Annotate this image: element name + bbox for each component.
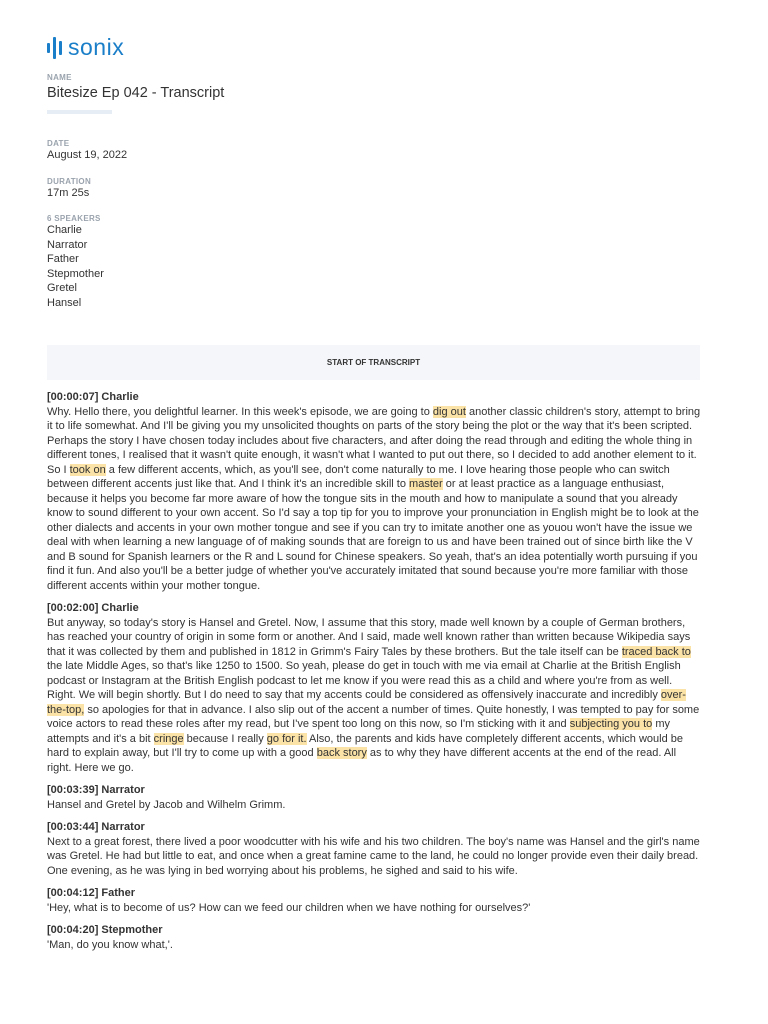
segment-speaker: Charlie (101, 602, 139, 614)
segment-timestamp: [00:03:39] (47, 784, 99, 796)
transcript-body (47, 390, 702, 960)
speaker-item: Stepmother (47, 267, 104, 280)
segment-speaker: Charlie (101, 391, 139, 403)
transcript-segment (47, 886, 702, 915)
duration-value: 17m 25s (47, 187, 90, 199)
segment-timestamp: [00:03:44] (47, 821, 99, 833)
text-run: 'Man, do you know what,'. (47, 938, 173, 951)
title-underline (47, 110, 112, 114)
segment-text (47, 798, 702, 813)
transcript-title: Bitesize Ep 042 - Transcript (47, 85, 225, 101)
text-run: a few different accents, which, as you'll see, don't come naturally to me. I love hearing those people who can switch between different accents just like that. And I think it's an incredible skill to (47, 463, 670, 490)
transcript-segment (47, 820, 702, 878)
speaker-item: Narrator (47, 238, 88, 251)
text-run: as to why they have different accents at the end of the read. All right. Here we go. (47, 747, 677, 774)
highlighted-phrase: go for it. (266, 732, 307, 745)
segment-speaker: Narrator (101, 821, 145, 833)
segment-text (47, 616, 702, 776)
speaker-item: Gretel (47, 282, 77, 294)
text-run: Hansel and Gretel by Jacob and Wilhelm Grimm. (47, 798, 286, 811)
segment-header (47, 390, 702, 405)
text-run: 'Hey, what is to become of us? How can we feed our children when we have nothing for ourselves?' (47, 901, 531, 914)
start-of-transcript-banner (47, 345, 700, 380)
highlighted-phrase: back story (316, 747, 367, 759)
segment-speaker: Narrator (101, 784, 145, 796)
segment-header (47, 783, 702, 798)
highlighted-phrase: master (409, 478, 443, 490)
highlighted-phrase: subjecting you to (569, 718, 653, 730)
text-run: or at least practice as a language enthusiast, because it helps you become far more aware of how the tongue sits in the mouth and how to manipulate a sound that you already know to sound different to your own accent. So I'd say a top tip for you to improve your pronunciation in English might be to look at the other dialects and accents in your own mother tongue and see if you can try to imitate another one as youou won't have the issue we deal with when learning a new language of of making sounds that are foreign to us and have been trained out of since birth like the V and B sound for Spanish learners or the R and L sound for Chinese speakers. So yeah, that's an idea potentially worth pursuing if you find it fun. And also you'll be a better judge of whether you've accurately imitated that sound because you're more familiar with those different accents within your mother tongue. (47, 478, 699, 592)
segment-timestamp: [00:04:12] (47, 887, 99, 899)
sonix-logo (47, 34, 124, 61)
text-run: Next to a great forest, there lived a poor woodcutter with his wife and his two children. The boy's name was Hansel and the girl's name was Gretel. He had but little to eat, and once when a great famine came to the land, he could no longer provide even their daily bread. One evening, as he was lying in bed worrying about his problems, he sighed and said to his wife. (47, 835, 700, 877)
speaker-list (47, 223, 104, 310)
date-label: DATE (47, 139, 70, 148)
speakers-label: 6 SPEAKERS (47, 214, 101, 223)
start-of-transcript-label: START OF TRANSCRIPT (326, 358, 421, 367)
segment-timestamp: [00:02:00] (47, 602, 99, 614)
transcript-segment (47, 783, 702, 812)
highlighted-phrase: cringe (153, 732, 184, 745)
segment-text (47, 835, 702, 879)
speaker-item: Father (47, 253, 79, 265)
date-value: August 19, 2022 (47, 149, 128, 161)
date-section (47, 139, 127, 163)
duration-label: DURATION (47, 177, 92, 186)
duration-section (47, 177, 91, 201)
text-run: my attempts and it's a bit (47, 718, 670, 745)
transcript-segment (47, 601, 702, 775)
brand-name: sonix (68, 34, 125, 60)
name-section (47, 73, 224, 114)
highlighted-phrase: traced back to (621, 645, 691, 658)
highlighted-phrase: took on (69, 463, 106, 476)
text-run: Also, the parents and kids have completely different accents, which would be hard to explain away, but I'll try to come up with a good (47, 732, 683, 759)
text-run: because I really (183, 732, 267, 745)
segment-text (47, 938, 702, 953)
segment-header (47, 820, 702, 835)
segment-header (47, 923, 702, 938)
highlighted-phrase: dig out (432, 405, 466, 418)
speakers-section (47, 214, 104, 310)
transcript-segment (47, 390, 702, 593)
speaker-item: Hansel (47, 296, 82, 309)
text-run: But anyway, so today's story is Hansel and Gretel. Now, I assume that this story, made well known by a couple of German brothers, has reached your country of origin in some form or another. And I said, made well known rather than written because Wikipedia says that it was collected by them and published in 1812 in Grimm's Fairy Tales by these brothers. But the tale itself can be (47, 616, 691, 658)
text-run: so apologies for that in advance. I also slip out of the accent a number of times. Quite honestly, I was tempted to pay for some voice actors to read these roles after my read, but I've spent too long on this now, so I'm sticking with it and (47, 703, 700, 730)
segment-speaker: Stepmother (101, 924, 163, 936)
waveform-icon (47, 37, 62, 59)
text-run: the late Middle Ages, so that's like 1250 to 1500. So yeah, please do get in touch with me via email at Charlie at the British English podcast or Instagram at the British English podcast to let me know if you were read this as a child and where you're from as well. Right. We will begin shortly. But I do need to say that my accents could be considered as offensively inaccurate and incredibly (47, 660, 681, 701)
segment-speaker: Father (101, 887, 136, 899)
segment-timestamp: [00:00:07] (47, 391, 99, 403)
segment-text (47, 405, 702, 594)
speaker-item: Charlie (47, 224, 82, 236)
highlighted-phrase: over-the-top, (47, 689, 686, 716)
segment-header (47, 601, 702, 616)
segment-timestamp: [00:04:20] (47, 924, 99, 936)
segment-text (47, 901, 702, 916)
text-run: another classic children's story, attempt to bring it to life somewhat. And I'll be giving you my unsolicited thoughts on parts of the story being the plot or the way that it's been scripted. Perhaps the story I have chosen today includes about five characters, and after doing the read through and editing the whole thing in different tones, I realised that it wasn't quite enough, it wasn't what I wanted to put out there, so I decided to add another element to it. So I (47, 405, 701, 476)
name-label: NAME (47, 73, 72, 82)
text-run: Why. Hello there, you delightful learner. In this week's episode, we are going to (47, 405, 433, 418)
transcript-segment (47, 923, 702, 952)
segment-header (47, 886, 702, 901)
